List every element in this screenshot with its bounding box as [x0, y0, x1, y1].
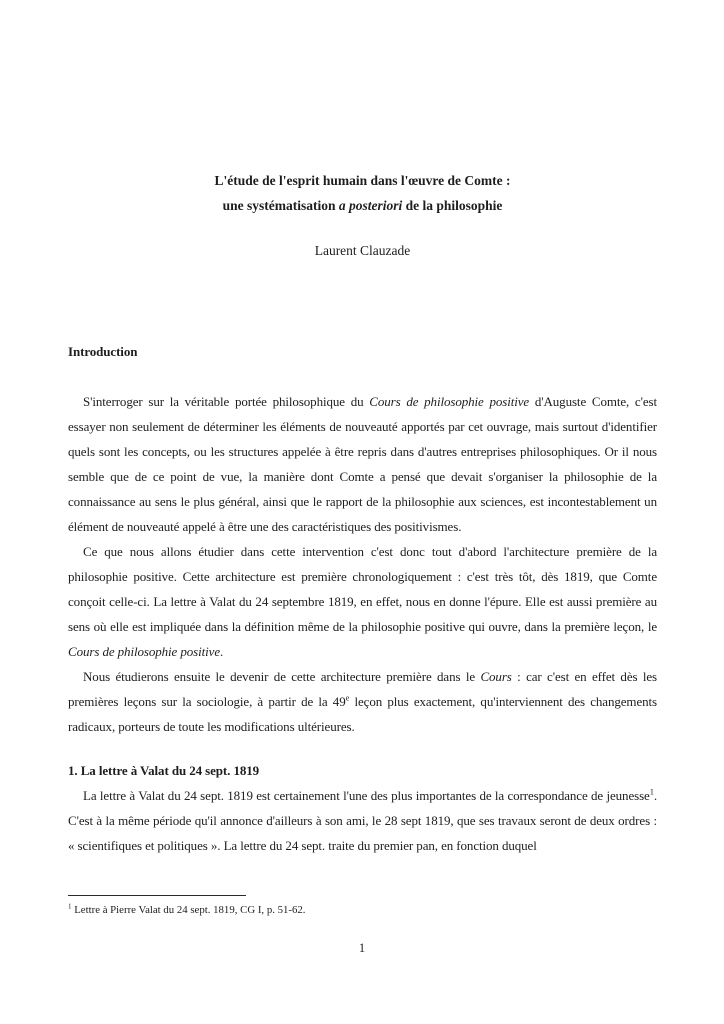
footnote-block — [68, 895, 657, 917]
footnote-separator-rule — [68, 895, 246, 896]
title-line-2: une systématisation a posteriori de la philosophie — [222, 198, 503, 213]
document-body — [68, 339, 657, 858]
paragraph-2: Ce que nous allons étudier dans cette intervention c'est donc tout d'abord l'architecture première de la philosophie positive. Cette architecture est première chronologiquement : c'est très tôt, dès 1819, que Comte conçoit celle-ci. La lettre à Valat du 24 septembre 1819, en effet, nous en donne l'épure. Elle est aussi première au sens où elle est impliquée dans la définition même de la philosophie positive qui ouvre, dans la première leçon, le Cours de philosophie positive. — [68, 544, 657, 659]
section-heading-1: 1. La lettre à Valat du 24 sept. 1819 — [68, 763, 260, 778]
paragraph-1: S'interroger sur la véritable portée philosophique du Cours de philosophie positive d'Auguste Comte, c'est essayer non seulement de déterminer les éléments de nouveauté apportés par cet ouvrage, mais surtout d'identifier quels sont les concepts, ou les structures appelée à être repris dans d'autres entreprises philosophiques. Or il nous semble que de ce point de vue, la manière dont Comte a pensé que devait s'organiser la philosophie de la connaissance au sens le plus général, ainsi que le rapport de la philosophie aux sciences, est incontestablement un élément de nouveauté appelé à être une des caractéristiques des positivismes. — [68, 394, 657, 534]
paragraph-3: Nous étudierons ensuite le devenir de cette architecture première dans le Cours : car c'est en effet dès les premières leçons sur la sociologie, à partir de la 49e leçon plus exactement, qu'interviennent des changements radicaux, porteurs de toute les modifications ultérieures. — [68, 669, 658, 734]
author-name: Laurent Clauzade — [314, 243, 411, 258]
document-title — [68, 168, 657, 218]
paragraph-4: La lettre à Valat du 24 sept. 1819 est certainement l'une des plus importantes de la correspondance de jeunesse$^1$. C'est à la même période qu'il annonce d'ailleurs à son ami, le 28 sept 1819, que ses travaux seront de deux ordres : « scientifiques et politiques ». La lettre du 24 sept. traite du premier pan, en fonction duquel — [68, 786, 657, 853]
footnote-1: $^1$ Lettre à Pierre Valat du 24 sept. 1819, CG I, p. 51-62. — [68, 902, 306, 916]
page-number: 1 — [358, 941, 366, 955]
section-heading-introduction: Introduction — [68, 344, 138, 359]
title-line-1: L'étude de l'esprit humain dans l'œuvre de Comte : — [214, 173, 511, 188]
